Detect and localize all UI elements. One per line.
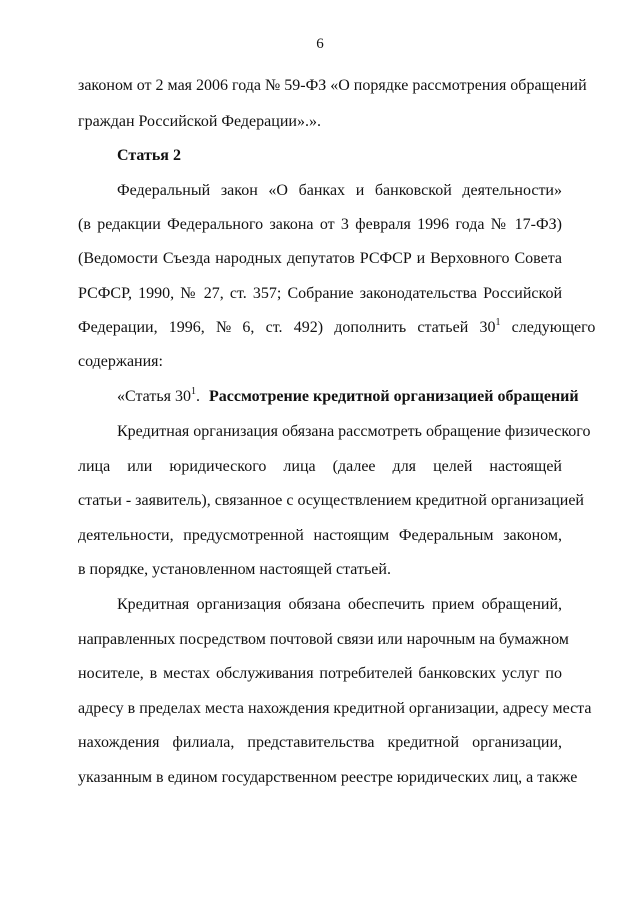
article-number: «Статья 30 xyxy=(117,388,191,405)
text-line: Кредитная организация обязана обеспечить прием обращений, xyxy=(117,596,562,613)
text-span: следующего xyxy=(500,319,596,336)
superscript: 1 xyxy=(190,385,196,397)
text-line: в порядке, установленном настоящей статьей. xyxy=(78,561,391,578)
article-30-heading xyxy=(117,385,579,407)
text-line: Кредитная организация обязана рассмотреть обращение физического xyxy=(117,423,591,440)
text-line: нахождения филиала, представительства кредитной организации, xyxy=(78,734,562,751)
article-title: Рассмотрение кредитной организацией обращений xyxy=(208,388,579,405)
text-line: указанным в едином государственном реестре юридических лиц, а также xyxy=(78,769,578,786)
text-line: Федеральный закон «О банках и банковской деятельности» xyxy=(117,182,562,199)
text-line: граждан Российской Федерации».». xyxy=(78,113,321,130)
text-line: содержания: xyxy=(78,353,163,370)
article-dot: . xyxy=(195,388,200,405)
text-line: направленных посредством почтовой связи или нарочным на бумажном xyxy=(78,631,569,648)
page-number: 6 xyxy=(316,36,324,52)
text-line: РСФСР, 1990, № 27, ст. 357; Собрание законодательства Российской xyxy=(78,285,562,302)
text-line xyxy=(78,316,596,338)
text-line: статьи - заявитель), связанное с осуществлением кредитной организацией xyxy=(78,492,584,509)
text-line: (в редакции Федерального закона от 3 февраля 1996 года № 17-ФЗ) xyxy=(78,216,562,233)
text-span: Федерации, 1996, № 6, ст. 492) дополнить статьей 30 xyxy=(78,319,496,336)
text-line: (Ведомости Съезда народных депутатов РСФСР и Верховного Совета xyxy=(78,250,562,267)
superscript: 1 xyxy=(495,316,501,328)
article-heading: Статья 2 xyxy=(117,147,181,164)
text-line: деятельности, предусмотренной настоящим Федеральным законом, xyxy=(78,527,562,544)
text-line: законом от 2 мая 2006 года № 59-ФЗ «О порядке рассмотрения обращений xyxy=(78,77,587,94)
text-line: адресу в пределах места нахождения кредитной организации, адресу места xyxy=(78,700,592,717)
text-line: носителе, в местах обслуживания потребителей банковских услуг по xyxy=(78,665,562,682)
text-line: лица или юридического лица (далее для целей настоящей xyxy=(78,458,562,475)
